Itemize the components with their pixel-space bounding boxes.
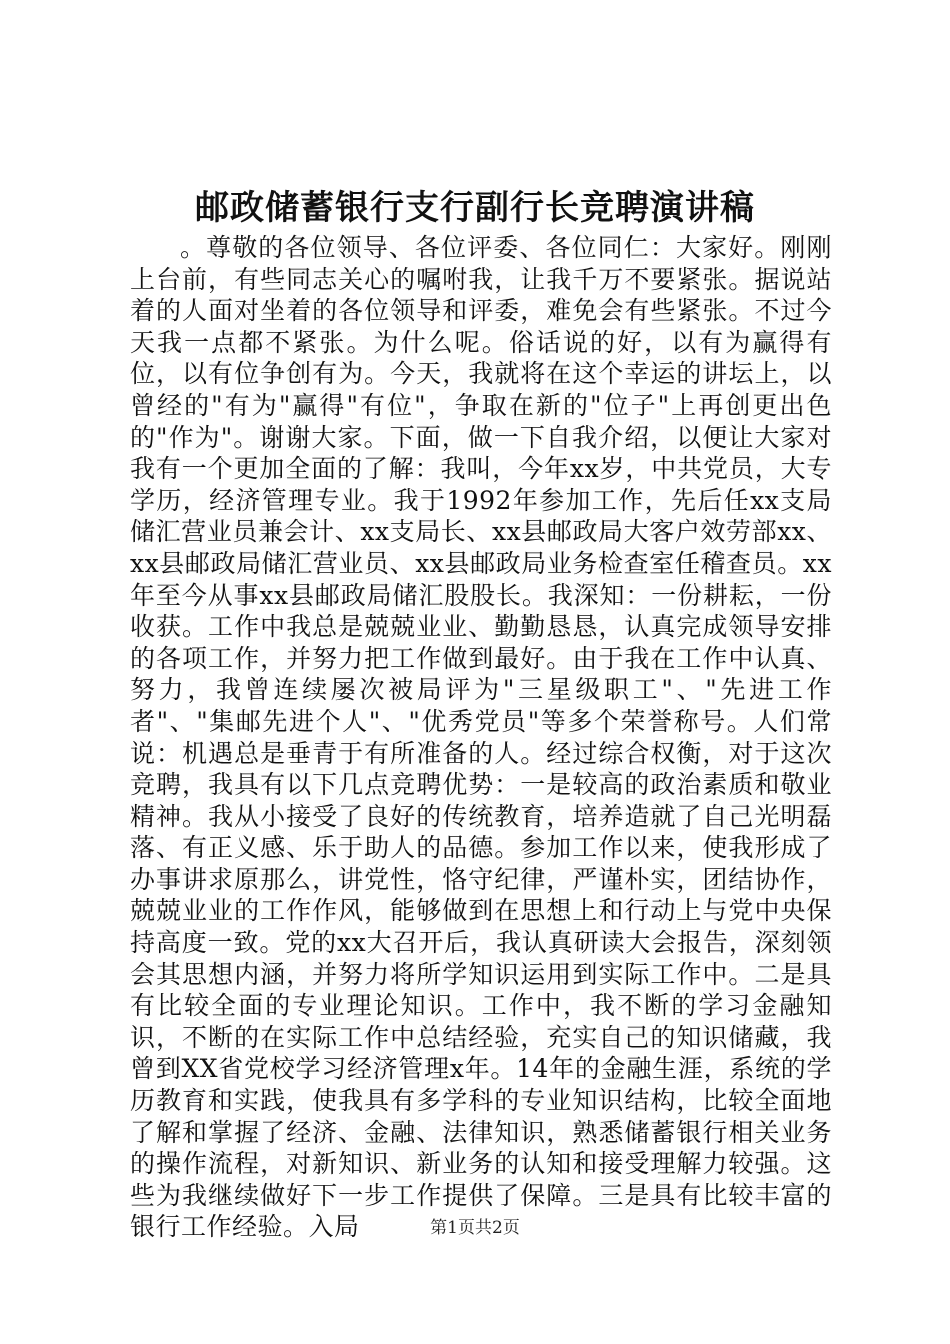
page-number: 第1页	[430, 1218, 475, 1238]
page-total: 共2页	[475, 1218, 520, 1238]
document-body-paragraph: 。尊敬的各位领导、各位评委、各位同仁：大家好。刚刚上台前，有些同志关心的嘱咐我，让我千万不要紧张。据说站着的人面对坐着的各位领导和评委，难免会有些紧张。不过今天我一点都不紧张。为什么呢。俗话说的好，以有为赢得有位，以有位争创有为。今天，我就将在这个幸运的讲坛上，以曾经的"有为"赢得"有位"，争取在新的"位子"上再创更出色的"作为"。谢谢大家。下面，做一下自我介绍，以便让大家对我有一个更加全面的了解：我叫，今年xx岁，中共党员，大专学历，经济管理专业。我于1992年参加工作，先后任xx支局储汇营业员兼会计、xx支局长、xx县邮政局大客户效劳部xx、xx县邮政局储汇营业员、xx县邮政局业务检查室任稽查员。xx年至今从事xx县邮政局储汇股股长。我深知：一份耕耘，一份收获。工作中我总是兢兢业业、勤勤恳恳，认真完成领导安排的各项工作，并努力把工作做到最好。由于我在工作中认真、努力，我曾连续屡次被局评为"三星级职工"、"先进工作者"、"集邮先进个人"、"优秀党员"等多个荣誉称号。人们常说：机遇总是垂青于有所准备的人。经过综合权衡，对于这次竞聘，我具有以下几点竞聘优势：一是较高的政治素质和敬业精神。我从小接受了良好的传统教育，培养造就了自己光明磊落、有正义感、乐于助人的品德。参加工作以来，使我形成了办事讲求原那么，讲党性，恪守纪律，严谨朴实，团结协作，兢兢业业的工作作风，能够做到在思想上和行动上与党中央保持高度一致。党的xx大召开后，我认真研读大会报告，深刻领会其思想内涵，并努力将所学知识运用到实际工作中。二是具有比较全面的专业理论知识。工作中，我不断的学习金融知识，不断的在实际工作中总结经验，充实自己的知识储藏，我曾到XX省党校学习经济管理x年。14年的金融生涯，系统的学历教育和实践，使我具有多学科的专业知识结构，比较全面地了解和掌握了经济、金融、法律知识，熟悉储蓄银行相关业务的操作流程，对新知识、新业务的认知和接受理解力较强。这些为我继续做好下一步工作提供了保障。三是具有比较丰富的银行工作经验。入局	[130, 233, 832, 1242]
page-footer	[0, 1216, 950, 1240]
document-title: 邮政储蓄银行支行副行长竞聘演讲稿	[195, 188, 755, 228]
